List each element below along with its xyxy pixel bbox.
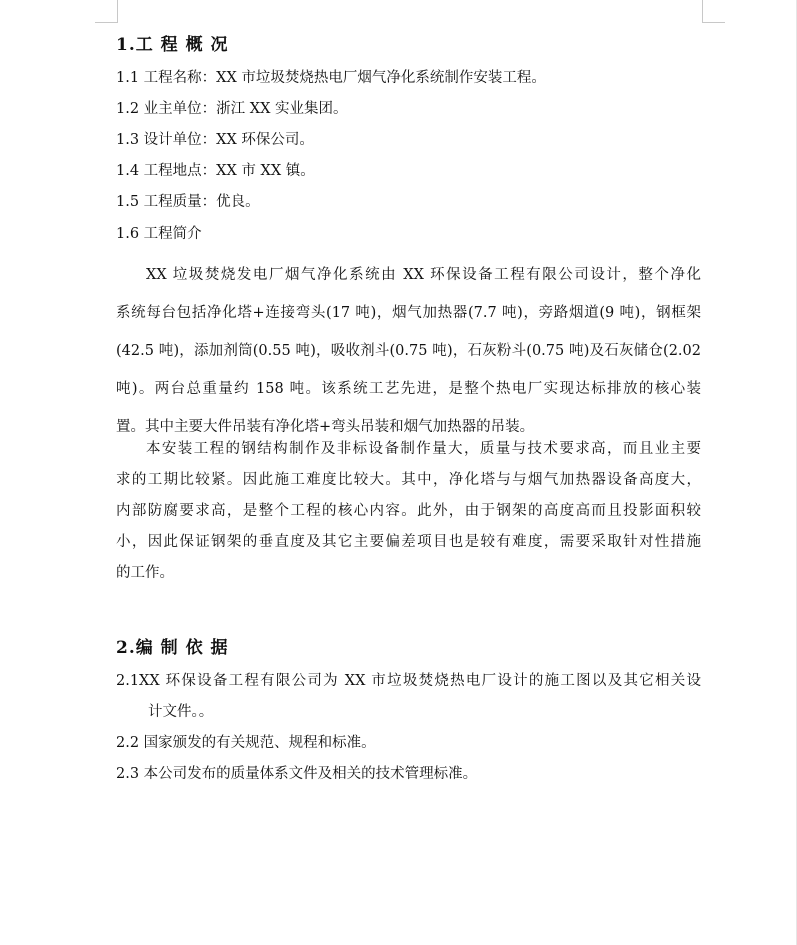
para2-line: 求的工期比较紧。因此施工难度比较大。其中，净化塔与与烟气加热器设备高度大， (116, 472, 701, 488)
item-2-1-line: 计文件。。 (148, 704, 214, 720)
crop-mark-top-right (702, 0, 725, 23)
item-1-1: 1.1 工程名称：XX 市垃圾焚烧热电厂烟气净化系统制作安装工程。 (116, 70, 546, 86)
para1-line: 置。其中主要大件吊装有净化塔+弯头吊装和烟气加热器的吊装。 (116, 419, 535, 435)
item-1-2: 1.2 业主单位：浙江 XX 实业集团。 (116, 101, 348, 117)
item-1-4: 1.4 工程地点：XX 市 XX 镇。 (116, 163, 315, 179)
item-1-6: 1.6 工程简介 (116, 226, 202, 242)
item-2-3: 2.3 本公司发布的质量体系文件及相关的技术管理标准。 (116, 766, 478, 782)
para1-line: XX 垃圾焚烧发电厂烟气净化系统由 XX 环保设备工程有限公司设计，整个净化 (146, 267, 701, 283)
item-2-1 (116, 666, 701, 728)
crop-mark-top-left (95, 0, 118, 23)
item-1-3: 1.3 设计单位：XX 环保公司。 (116, 132, 314, 148)
project-intro-paragraph-2 (116, 434, 701, 589)
item-2-2: 2.2 国家颁发的有关规范、规程和标准。 (116, 735, 376, 751)
para2-line: 小，因此保证钢架的垂直度及其它主要偏差项目也是较有难度，需要采取针对性措施 (116, 534, 701, 550)
para2-line: 本安装工程的钢结构制作及非标设备制作量大，质量与技术要求高，而且业主要 (146, 441, 701, 457)
section-1-heading: 1.工 程 概 况 (116, 35, 229, 55)
para2-line: 的工作。 (116, 565, 174, 581)
para2-line: 内部防腐要求高，是整个工程的核心内容。此外，由于钢架的高度高而且投影面积较 (116, 503, 701, 519)
section-2-heading: 2.编 制 依 据 (116, 638, 229, 658)
para1-line: (42.5 吨)，添加剂筒(0.55 吨)，吸收剂斗(0.75 吨)，石灰粉斗(0.75 吨)及石灰储仓(2.02 (116, 343, 701, 359)
project-intro-paragraph-1 (116, 256, 701, 446)
para1-line: 吨)。两台总重量约 158 吨。该系统工艺先进，是整个热电厂实现达标排放的核心装 (116, 381, 701, 397)
para1-line: 系统每台包括净化塔+连接弯头(17 吨)，烟气加热器(7.7 吨)，旁路烟道(9 吨)，钢框架 (116, 305, 701, 321)
item-1-5: 1.5 工程质量：优良。 (116, 194, 260, 210)
item-2-1-line: 2.1XX 环保设备工程有限公司为 XX 市垃圾焚烧热电厂设计的施工图以及其它相关设 (116, 673, 701, 689)
